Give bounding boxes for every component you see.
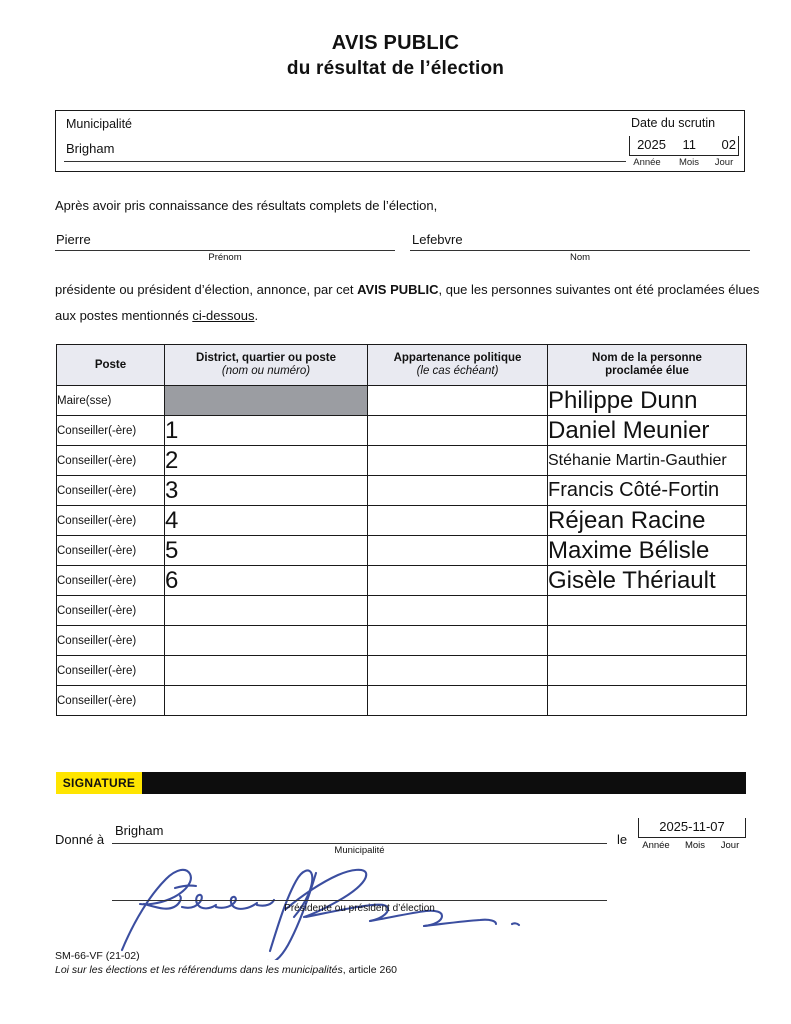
given-at-value: Brigham (115, 823, 164, 838)
cell-appartenance (368, 416, 548, 446)
elected-person-name: Philippe Dunn (548, 386, 698, 414)
poll-date-year-caption: Année (633, 157, 661, 168)
poll-date-month: 11 (682, 137, 696, 152)
declaration-line-1 (55, 282, 759, 297)
municipality-label: Municipalité (66, 117, 133, 131)
cell-appartenance (368, 536, 548, 566)
cell-district: 4 (165, 506, 368, 536)
table-row (57, 416, 747, 446)
table-row (57, 506, 747, 536)
elected-person-name: Daniel Meunier (548, 416, 710, 444)
cell-district: 2 (165, 446, 368, 476)
given-at-label: Donné à (55, 832, 105, 847)
municipality-date-box (55, 110, 745, 172)
declaration-text-3: aux postes mentionnés (55, 308, 193, 323)
cell-nom (548, 536, 747, 566)
cell-nom (548, 386, 747, 416)
poll-date-year: 2025 (637, 137, 666, 152)
cell-nom (548, 596, 747, 626)
signature-caption: Présidente ou président d’élection (284, 903, 435, 914)
page-title (0, 30, 791, 82)
elected-person-name: Réjean Racine (548, 506, 706, 534)
table-row (57, 656, 747, 686)
cell-nom (548, 566, 747, 596)
signature-date-value: 2025-11-07 (659, 819, 725, 834)
cell-district (165, 596, 368, 626)
cell-poste: Conseiller(-ère) (57, 476, 165, 506)
table-row (57, 686, 747, 716)
header-appartenance-sub: (le cas échéant) (416, 365, 499, 377)
elected-person-name: Stéhanie Martin-Gauthier (548, 451, 727, 469)
header-nom-main: Nom de la personne (592, 352, 702, 364)
law-title: Loi sur les élections et les référendums dans les municipalités (55, 964, 343, 976)
table-header-row (57, 345, 747, 386)
elected-person-name: Maxime Bélisle (548, 536, 710, 564)
cell-nom (548, 656, 747, 686)
law-reference (55, 964, 397, 976)
cell-nom (548, 506, 747, 536)
cell-poste: Conseiller(-ère) (57, 416, 165, 446)
cell-appartenance (368, 476, 548, 506)
last-name-rule (410, 250, 750, 251)
cell-poste: Conseiller(-ère) (57, 506, 165, 536)
cell-appartenance (368, 386, 548, 416)
cell-district: 6 (165, 566, 368, 596)
declaration-line-2 (55, 308, 258, 323)
last-name-caption: Nom (569, 252, 591, 263)
cell-district: 3 (165, 476, 368, 506)
cell-poste: Conseiller(-ère) (57, 566, 165, 596)
cell-poste: Conseiller(-ère) (57, 626, 165, 656)
table-row (57, 536, 747, 566)
first-name-value: Pierre (56, 232, 91, 247)
cell-district: 1 (165, 416, 368, 446)
cell-district (165, 626, 368, 656)
cell-poste: Conseiller(-ère) (57, 656, 165, 686)
cell-appartenance (368, 446, 548, 476)
title-line-1: AVIS PUBLIC (331, 32, 460, 54)
header-district-main: District, quartier ou poste (196, 352, 336, 364)
results-table (56, 344, 747, 716)
header-appartenance (368, 345, 548, 386)
header-poste: Poste (57, 345, 165, 386)
signature-date-month-caption: Mois (684, 840, 706, 851)
municipality-rule (64, 161, 626, 162)
cell-nom (548, 476, 747, 506)
declaration-underlined: ci-dessous (192, 308, 255, 323)
table-row (57, 446, 747, 476)
cell-poste: Maire(sse) (57, 386, 165, 416)
cell-nom (548, 416, 747, 446)
first-name-rule (55, 250, 395, 251)
given-at-rule (112, 843, 607, 844)
declaration-emphasis: AVIS PUBLIC (357, 282, 439, 297)
table-row (57, 626, 747, 656)
header-nom (548, 345, 747, 386)
table-row (57, 476, 747, 506)
cell-nom (548, 686, 747, 716)
signature-date-day-caption: Jour (720, 840, 740, 851)
law-article: , article 260 (342, 964, 398, 976)
poll-date-label: Date du scrutin (631, 116, 716, 130)
first-name-caption: Prénom (208, 252, 242, 263)
cell-nom (548, 626, 747, 656)
signature-banner (56, 772, 746, 794)
cell-appartenance (368, 686, 548, 716)
elected-person-name: Gisèle Thériault (548, 566, 716, 594)
poll-date-cells (629, 136, 739, 156)
cell-poste: Conseiller(-ère) (57, 536, 165, 566)
table-body (57, 386, 747, 716)
municipality-value: Brigham (66, 141, 115, 156)
header-nom-sub: proclamée élue (605, 365, 689, 377)
declaration-text-4: . (254, 308, 259, 323)
cell-district (165, 386, 368, 416)
declaration-text-2: , que les personnes suivantes ont été proclamées élues (438, 282, 760, 297)
on-date-label: le (617, 832, 628, 847)
cell-district (165, 656, 368, 686)
signature-banner-label: SIGNATURE (56, 772, 142, 794)
form-code: SM-66-VF (21-02) (55, 950, 140, 962)
table-row (57, 566, 747, 596)
declaration-text-1: présidente ou président d’élection, annonce, par cet (55, 282, 358, 297)
last-name-value: Lefebvre (412, 232, 463, 247)
title-line-2: du résultat de l’élection (286, 58, 505, 79)
poll-date-month-caption: Mois (678, 157, 700, 168)
given-at-caption: Municipalité (334, 845, 385, 856)
header-district-sub: (nom ou numéro) (221, 365, 311, 377)
poll-date-day: 02 (721, 137, 736, 152)
signature-rule (112, 900, 607, 901)
header-appartenance-main: Appartenance politique (393, 352, 522, 364)
cell-poste: Conseiller(-ère) (57, 686, 165, 716)
cell-nom (548, 446, 747, 476)
cell-appartenance (368, 566, 548, 596)
table-row (57, 596, 747, 626)
cell-district (165, 686, 368, 716)
header-district (165, 345, 368, 386)
elected-person-name: Francis Côté-Fortin (548, 479, 720, 501)
signature-date-year-caption: Année (642, 840, 670, 851)
cell-appartenance (368, 626, 548, 656)
cell-poste: Conseiller(-ère) (57, 596, 165, 626)
cell-poste: Conseiller(-ère) (57, 446, 165, 476)
cell-district: 5 (165, 536, 368, 566)
table-row (57, 386, 747, 416)
cell-appartenance (368, 656, 548, 686)
intro-line: Après avoir pris connaissance des résultats complets de l’élection, (55, 198, 438, 213)
poll-date-day-caption: Jour (714, 157, 734, 168)
cell-appartenance (368, 506, 548, 536)
cell-appartenance (368, 596, 548, 626)
